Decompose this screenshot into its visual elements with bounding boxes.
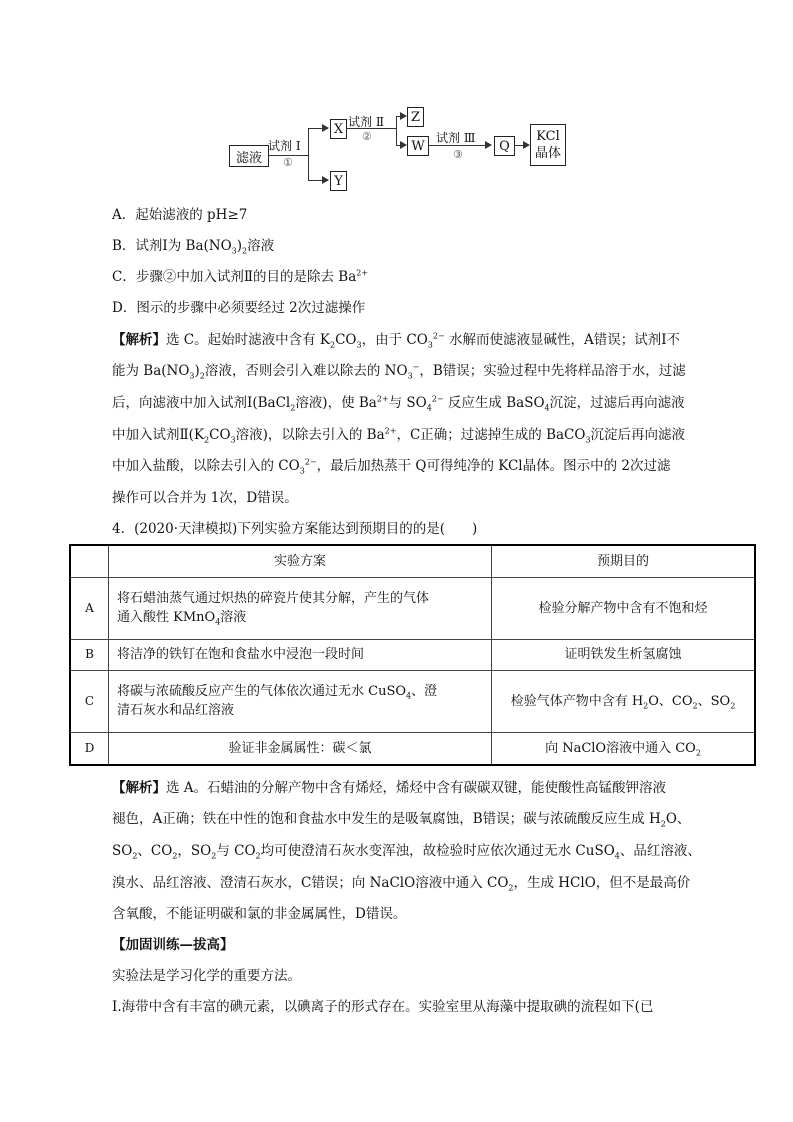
table-row: C 将碳与浓硫酸反应产生的气体依次通过无水 CuSO$_4$、澄 清石灰水和品红溶液 检验气体产物中含有 $H_2O$、$CO_2$、$SO_2$ xyxy=(70,670,755,732)
reagent1-label: 试剂 Ⅰ xyxy=(268,139,301,153)
reagent3-label: 试剂 Ⅲ xyxy=(436,131,476,145)
arrow-head xyxy=(322,176,329,184)
y-box: Y xyxy=(330,171,347,191)
option-a: A．起始滤液的 pH≥7 xyxy=(112,207,248,223)
arrow-head xyxy=(322,124,329,132)
kcl-box: KCl 晶体 xyxy=(530,124,566,166)
table-header xyxy=(70,545,755,577)
branch-line xyxy=(308,128,309,180)
q-box: Q xyxy=(494,136,515,156)
option-d: D．图示的步骤中必须要经过 2次过滤操作 xyxy=(112,300,366,316)
option-c: C．步骤②中加入试剂Ⅱ的目的是除去 $Ba^{2+}$ xyxy=(112,268,369,285)
option-b: B．试剂Ⅰ为 $Ba(NO_3)_2$溶液 xyxy=(112,238,275,256)
step1-label: ① xyxy=(283,156,293,169)
table-row: A 将石蜡油蒸气通过炽热的碎瓷片使其分解，产生的气体 通入酸性 KMnO$_4$溶液 检验分解产物中含有不饱和烃 xyxy=(70,577,755,639)
step2-label: ② xyxy=(362,130,372,143)
w-box: W xyxy=(407,136,429,156)
z-box: Z xyxy=(407,107,424,127)
experiment-table xyxy=(69,544,756,766)
x-box: X xyxy=(330,119,347,139)
header-goal: 预期目的 xyxy=(492,545,756,577)
section-item-1: Ⅰ.海带中含有丰富的碘元素，以碘离子的形式存在。实验室里从海藻中提取碘的流程如下(已 xyxy=(112,999,654,1015)
table-row: D 验证非金属属性：碳＜氯 向 NaClO溶液中通入 $CO_2$ xyxy=(70,732,755,765)
section-tag: 【加固训练—拔高】 xyxy=(112,937,234,953)
table-row: B 将洁净的铁钉在饱和食盐水中浸泡一段时间 证明铁发生析氢腐蚀 xyxy=(70,639,755,670)
analysis-tag: 【解析】 xyxy=(112,332,166,348)
question-4: 4．(2020·天津模拟)下列实验方案能达到预期目的的是( ) xyxy=(112,521,478,537)
reagent2-label: 试剂 Ⅱ xyxy=(348,115,384,129)
header-plan: 实验方案 xyxy=(109,545,492,577)
filtrate-box: 滤液 xyxy=(229,145,269,167)
step3-label: ③ xyxy=(453,148,463,161)
section-intro: 实验法是学习化学的重要方法。 xyxy=(112,968,301,984)
